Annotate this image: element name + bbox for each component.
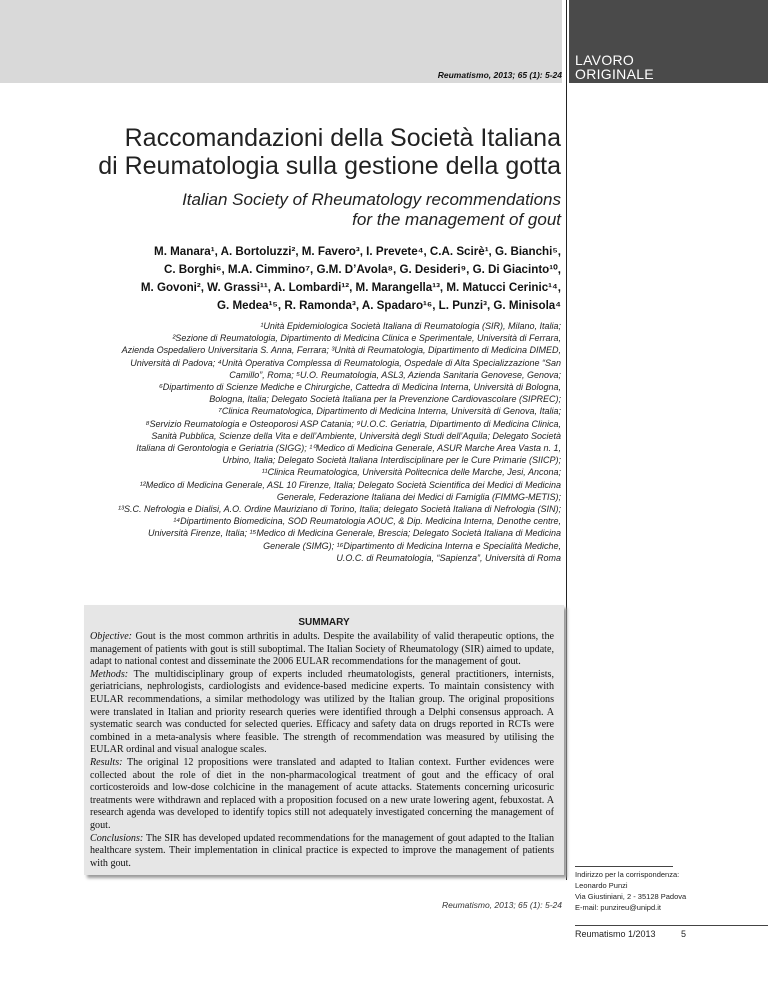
summary-results bbox=[90, 757, 554, 833]
affiliation-line: ¹⁴Dipartimento Biomedicina, SOD Reumatologia AOUC, & Dip. Medicina Interna, Denothe centre, bbox=[173, 516, 561, 527]
affiliation-line: ⁶Dipartimento di Scienze Mediche e Chirurgiche, Cattedra di Medicina Interna, Università di Bologna, bbox=[159, 382, 561, 393]
correspondence-label: Indirizzo per la corrispondenza: bbox=[575, 870, 680, 879]
section-label-line2: ORIGINALE bbox=[575, 66, 654, 82]
author-list bbox=[41, 243, 561, 315]
journal-reference-bottom: Reumatismo, 2013; 65 (1): 5-24 bbox=[441, 900, 562, 910]
affiliation-line: Generale, Federazione Italiana dei Medici di Famiglia (FIMMG-METIS); bbox=[276, 491, 561, 502]
page-number: 5 bbox=[681, 929, 687, 939]
affiliation-line: Università Firenze, Italia; ¹⁵Medico di Medicina Generale, Brescia; Delegato Società Italiana di Medicina bbox=[148, 528, 561, 539]
footer-divider bbox=[575, 925, 768, 926]
subtitle-line: Italian Society of Rheumatology recommendations bbox=[182, 190, 561, 209]
footer-journal-issue: Reumatismo 1/2013 bbox=[575, 929, 656, 939]
article-subtitle bbox=[81, 190, 561, 230]
affiliation-line: ¹Unità Epidemiologica Società Italiana di Reumatologia (SIR), Milano, Italia; bbox=[260, 321, 561, 331]
affiliation-line: ⁸Servizio Reumatologia e Osteoporosi ASP Catania; ⁹U.O.C. Geriatria, Dipartimento di Medicina Clinica, bbox=[145, 418, 561, 429]
methods-label: Methods: bbox=[90, 668, 129, 680]
objective-label: Objective: bbox=[90, 631, 133, 642]
conclusions-label: Conclusions: bbox=[90, 832, 144, 844]
affiliation-line: Camillo”, Roma; ⁵U.O. Reumatologia, ASL3, Azienda Sanitaria Genovese, Genova; bbox=[229, 369, 561, 380]
methods-text: The multidisciplinary group of experts included rheumatologists, general practitioners, internists, geriatricians, nephrologists, cardiologists and evidence-based medicine experts. To maintain consistency with EULAR recommendations, a similar methodology was utilized by the Italian group. The original propositions were translated in Italian and priority research queries were identified through a Delphi consensus approach. A systematic search was conducted for selected queries. Efficacy and safety data on drugs reported in RCTs were combined in a meta-analysis where feasible. The strength of recommendation was measured by utilising the EULAR ordinal and visual analogue scales. bbox=[90, 668, 554, 756]
summary-objective bbox=[90, 631, 554, 669]
affiliation-line: ¹¹Clinica Reumatologica, Università Politecnica delle Marche, Jesi, Ancona; bbox=[261, 467, 561, 478]
affiliation-line: Italiana di Gerontologia e Geriatria (SIGG); ¹⁰Medico di Medicina Generale, ASUR Marche Area Vasta n. 1, bbox=[136, 443, 561, 454]
author-line: C. Borghi⁶, M.A. Cimmino⁷, G.M. D’Avola⁸, G. Desideri⁹, G. Di Giacinto¹⁰, bbox=[163, 263, 561, 276]
affiliations bbox=[41, 320, 561, 564]
section-tab bbox=[569, 0, 768, 83]
affiliation-line: Generale (SIMG); ¹⁶Dipartimento di Medicina Interna e Specialità Mediche, bbox=[263, 540, 561, 551]
title-line: Raccomandazioni della Società Italiana bbox=[124, 124, 561, 152]
section-label-line1: LAVORO bbox=[575, 52, 635, 68]
affiliation-line: ¹³S.C. Nefrologia e Dialisi, A.O. Ordine Mauriziano di Torino, Italia; delegato Società Italiana di Nefrologia (SIN); bbox=[117, 504, 561, 515]
affiliation-line: Sanità Pubblica, Scienze della Vita e dell’Ambiente, Università degli Studi dell’Aquila; Delegato Società bbox=[151, 430, 561, 441]
article-title bbox=[61, 124, 561, 180]
column-divider bbox=[566, 0, 567, 880]
results-label: Results: bbox=[90, 756, 123, 768]
affiliation-line: ¹²Medico di Medicina Generale, ASL 10 Firenze, Italia; Delegato Società Scientifica dei Medici di Medicina bbox=[139, 479, 561, 490]
affiliation-line: Bologna, Italia; Delegato Società Italiana per la Prevenzione Cardiovascolare (SIPREC); bbox=[209, 394, 561, 405]
affiliation-line: ²Sezione di Reumatologia, Dipartimento di Medicina Clinica e Sperimentale, Università di Ferrara, bbox=[172, 333, 561, 344]
summary-body bbox=[90, 631, 554, 870]
summary-methods bbox=[90, 669, 554, 757]
affiliation-line: U.O.C. di Reumatologia, “Sapienza”, Università di Roma bbox=[336, 552, 561, 563]
journal-reference: Reumatismo, 2013; 65 (1): 5-24 bbox=[437, 70, 562, 80]
affiliation-line: Azienda Ospedaliero Universitaria S. Anna, Ferrara; ³Unità di Reumatologia, Dipartimento di Medicina DIMED, bbox=[121, 345, 561, 356]
author-line: G. Medea¹⁵, R. Ramonda³, A. Spadaro¹⁶, L. Punzi³, G. Minisola⁴ bbox=[217, 299, 561, 312]
title-line: di Reumatologia sulla gestione della gotta bbox=[98, 152, 561, 180]
author-line: M. Manara¹, A. Bortoluzzi², M. Favero³, I. Prevete⁴, C.A. Scirè¹, G. Bianchi⁵, bbox=[154, 245, 561, 258]
correspondence-email: E-mail: punzireu@unipd.it bbox=[575, 903, 661, 912]
conclusions-text: The SIR has developed updated recommendations for the management of gout adapted to the Italian healthcare system. Their implementation in clinical practice is expected to improve the management of patients with gout. bbox=[90, 832, 554, 869]
correspondence-name: Leonardo Punzi bbox=[575, 881, 628, 890]
subtitle-line: for the management of gout bbox=[352, 210, 561, 229]
objective-text: Gout is the most common arthritis in adults. Despite the availability of valid therapeutic options, the management of patients with gout is still suboptimal. The Italian Society of Rheumatology (SIR) aimed to update, adapt to national contest and disseminate the 2006 EULAR recommendations for the management of gout. bbox=[90, 631, 554, 668]
correspondence-block bbox=[575, 869, 765, 913]
affiliation-line: Urbino, Italia; Delegato Società Italiana Interdisciplinare per le Cure Primarie (SIICP); bbox=[222, 455, 561, 466]
correspondence-divider bbox=[575, 866, 673, 867]
summary-conclusions bbox=[90, 833, 554, 871]
affiliation-line: ⁷Clinica Reumatologica, Dipartimento di Medicina Interna, Università di Genova, Italia; bbox=[218, 406, 561, 417]
author-line: M. Govoni², W. Grassi¹¹, A. Lombardi¹², M. Marangella¹³, M. Matucci Cerinic¹⁴, bbox=[140, 281, 561, 294]
summary-heading: SUMMARY bbox=[298, 617, 350, 628]
results-text: The original 12 propositions were translated and adapted to Italian context. Further evidences were collected about the role of diet in the non-pharmacological treatment of gout and the efficacy of oral corticosteroids and low-dose colchicine in the management of acute attacks. Statements concerning uricosuric treatments were withdrawn and replaced with a proposition focused on a new urate lowering agent, febuxostat. A research agenda was developed to identify topics still not adequately investigated concerning the management of gout. bbox=[90, 756, 554, 831]
correspondence-address: Via Giustiniani, 2 - 35128 Padova bbox=[575, 892, 687, 901]
affiliation-line: Università di Padova; ⁴Unità Operativa Complessa di Reumatologia, Ospedale di Alta Specializzazione “San bbox=[130, 357, 561, 368]
